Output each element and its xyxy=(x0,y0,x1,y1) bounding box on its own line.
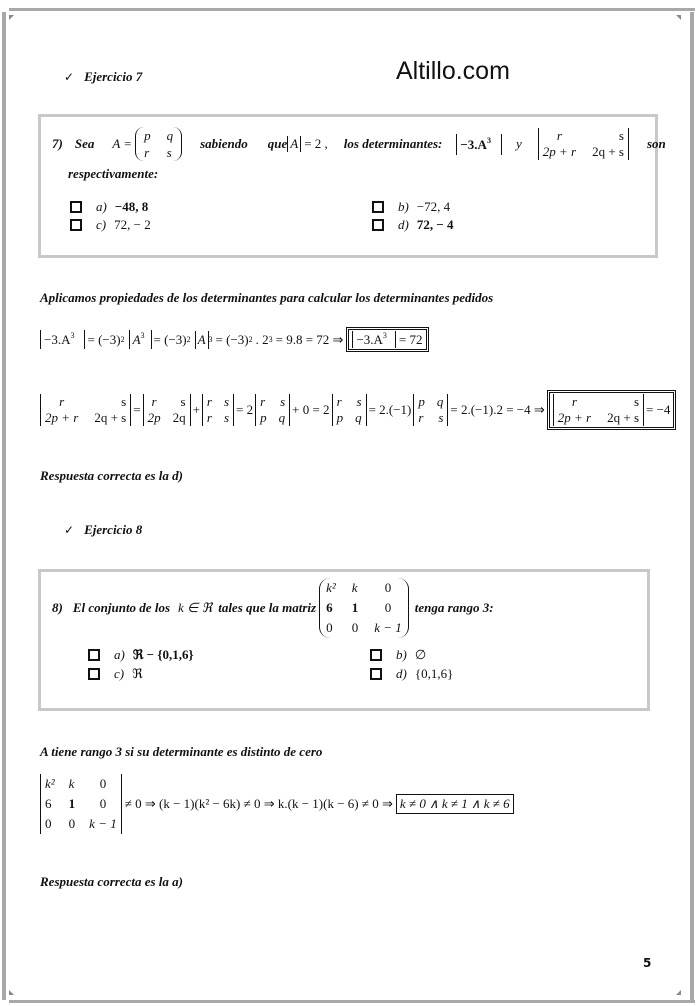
cell: 6 xyxy=(45,796,52,811)
cell: r xyxy=(59,394,65,409)
exercise-7-heading xyxy=(64,69,142,85)
exercise-8-title: Ejercicio 8 xyxy=(84,522,143,537)
cell: k xyxy=(351,580,358,595)
det-A: A xyxy=(287,136,301,152)
page-border-left xyxy=(2,12,6,1000)
cell: s xyxy=(633,394,640,409)
text: . 2 xyxy=(255,331,269,347)
det-b xyxy=(202,394,234,426)
cell: 2p xyxy=(147,410,161,425)
boxed-result xyxy=(547,390,677,430)
cell: r xyxy=(206,394,212,409)
exercise-8-heading xyxy=(64,522,142,538)
cell: r xyxy=(336,394,342,409)
det-2p-r xyxy=(538,128,629,160)
checkmark-icon: ✓ xyxy=(64,523,75,537)
option-a[interactable] xyxy=(70,199,148,215)
det-expr xyxy=(129,330,152,349)
cell: 2p + r xyxy=(557,410,592,425)
det-full xyxy=(40,394,131,426)
cell: 0 xyxy=(99,776,107,791)
option-value: −72, 4 xyxy=(416,199,451,214)
checkbox-icon[interactable] xyxy=(372,201,384,213)
solution-intro: A tiene rango 3 si su determinante es distinto de cero xyxy=(40,744,323,759)
cell: r xyxy=(556,128,562,143)
crop-mark-icon xyxy=(9,15,14,20)
cell: 2q xyxy=(172,410,186,425)
det-k xyxy=(40,774,122,834)
cell: k² xyxy=(45,776,55,791)
text: A xyxy=(132,332,141,347)
text: k ∈ ℜ xyxy=(178,600,213,615)
cell: k xyxy=(68,776,75,791)
det-expr xyxy=(40,330,85,349)
cell: p xyxy=(336,410,344,425)
cell: s xyxy=(280,394,286,409)
exercise-7-title: Ejercicio 7 xyxy=(84,69,143,84)
text: El conjunto de los xyxy=(72,600,171,615)
det-a xyxy=(143,394,191,426)
brand-logo: Altillo.com xyxy=(396,57,510,85)
option-label: c) xyxy=(114,666,125,681)
checkmark-icon: ✓ xyxy=(64,70,75,84)
cell: 0 xyxy=(45,816,52,831)
text: son xyxy=(646,136,666,151)
cell: 0 xyxy=(99,796,107,811)
exponent: 3 xyxy=(70,331,75,340)
text: respectivamente: xyxy=(68,166,159,181)
boxed-result xyxy=(346,327,428,352)
cell: p xyxy=(418,394,425,409)
text: = 2 , xyxy=(304,136,328,151)
cell: 0 xyxy=(351,620,359,635)
option-label: d) xyxy=(396,666,407,681)
checkbox-icon[interactable] xyxy=(70,219,82,231)
cell: s xyxy=(180,394,186,409)
cell: p xyxy=(260,410,267,425)
option-value: 72, − 4 xyxy=(416,217,454,232)
cell: q xyxy=(355,410,362,425)
option-b[interactable] xyxy=(370,647,426,663)
text: = (−3) xyxy=(215,331,249,347)
option-b[interactable] xyxy=(372,199,450,215)
cell: 1 xyxy=(68,796,76,811)
solution-line-2 xyxy=(40,390,676,430)
text: tales que la matriz xyxy=(218,600,317,615)
cell: s xyxy=(618,128,624,143)
text: = (−3) xyxy=(153,331,187,347)
checkbox-icon[interactable] xyxy=(372,219,384,231)
checkbox-icon[interactable] xyxy=(88,649,100,661)
cell: 0 xyxy=(68,816,76,831)
cell: r xyxy=(151,394,157,409)
exponent: 3 xyxy=(140,331,145,340)
boxed-result: k ≠ 0 ∧ k ≠ 1 ∧ k ≠ 6 xyxy=(396,794,514,814)
exponent: 2 xyxy=(120,335,125,344)
option-value: ℜ xyxy=(132,666,143,681)
page-border-top xyxy=(9,8,695,11)
question-number: 7) xyxy=(52,136,63,151)
checkbox-icon[interactable] xyxy=(370,668,382,680)
text: = 2.(−1) xyxy=(368,402,412,417)
option-value: ∅ xyxy=(414,647,427,662)
exercise-7-statement xyxy=(52,125,666,163)
text: = (−3) xyxy=(87,331,121,347)
solution-intro: Aplicamos propiedades de los determinantes para calcular los determinantes pedidos xyxy=(40,290,494,305)
option-label: c) xyxy=(96,217,107,232)
cell: k − 1 xyxy=(89,816,117,831)
crop-mark-icon xyxy=(676,15,681,20)
text: y xyxy=(515,136,522,151)
matrix-k xyxy=(319,578,409,638)
exercise-8-statement xyxy=(52,578,494,638)
option-value: {0,1,6} xyxy=(414,666,454,681)
text: −3.A xyxy=(44,332,71,347)
text: tenga rango 3: xyxy=(414,600,494,615)
option-c[interactable] xyxy=(88,666,143,682)
cell: s xyxy=(356,394,362,409)
cell: s xyxy=(223,394,230,409)
cell: 2q + s xyxy=(592,144,624,159)
cell: s xyxy=(166,145,172,160)
cell: 0 xyxy=(326,620,333,635)
exponent: 2 xyxy=(186,335,191,344)
text: ≠ 0 ⇒ (k − 1)(k² − 6k) ≠ 0 ⇒ k.(k − 1)(k − 6) ≠ 0 ⇒ xyxy=(124,796,393,811)
cell: 2q + s xyxy=(94,410,127,425)
answer-text: Respuesta correcta es la a) xyxy=(40,874,183,889)
cell: p xyxy=(144,128,151,143)
page-border-right xyxy=(690,12,694,1000)
text: + xyxy=(192,402,200,417)
text: los determinantes: xyxy=(343,136,443,151)
det-c xyxy=(255,394,290,426)
cell: s xyxy=(223,410,230,425)
cell: r xyxy=(144,145,150,160)
text: −3.A xyxy=(356,332,383,347)
checkbox-icon[interactable] xyxy=(70,201,82,213)
cell: r xyxy=(206,410,212,425)
cell: 2q + s xyxy=(607,410,640,425)
cell: q xyxy=(166,128,174,143)
det-c2 xyxy=(332,394,367,426)
exponent: 3 xyxy=(382,331,387,340)
text: Sea xyxy=(74,136,95,151)
cell: q xyxy=(278,410,286,425)
option-label: a) xyxy=(96,199,107,214)
option-value: ℜ − {0,1,6} xyxy=(132,647,194,662)
det-minus3A3 xyxy=(456,134,502,155)
text: sabiendo xyxy=(200,136,248,151)
option-d[interactable] xyxy=(372,217,454,233)
cell: q xyxy=(436,394,444,409)
det-A: A xyxy=(195,331,209,349)
text: = 2.(−1).2 = −4 ⇒ xyxy=(450,402,545,417)
option-d[interactable] xyxy=(370,666,453,682)
cell: 2p + r xyxy=(542,144,577,159)
checkbox-icon[interactable] xyxy=(370,649,382,661)
text: = 9.8 = 72 ⇒ xyxy=(275,331,344,347)
option-value: −48, 8 xyxy=(114,199,149,214)
matrix-A xyxy=(135,127,182,161)
solution-line xyxy=(40,774,514,834)
option-label: b) xyxy=(398,199,409,214)
page-number: 5 xyxy=(643,956,652,970)
det-full xyxy=(553,394,644,426)
text: = −4 xyxy=(646,402,671,417)
cell: 1 xyxy=(351,600,359,615)
matrix-A-label: A = xyxy=(112,136,133,151)
text: que xyxy=(267,136,288,151)
crop-mark-icon xyxy=(676,990,681,995)
cell: k − 1 xyxy=(374,620,402,635)
det-d xyxy=(413,394,448,426)
text: = xyxy=(133,402,141,417)
cell: k² xyxy=(326,580,336,595)
cell: s xyxy=(121,394,127,409)
exponent: 2 xyxy=(248,335,253,344)
exponent: 3 xyxy=(268,335,273,344)
option-label: b) xyxy=(396,647,407,662)
cell: r xyxy=(260,394,266,409)
text: + 0 = 2 xyxy=(292,402,330,417)
cell: 6 xyxy=(326,600,333,615)
exponent: 3 xyxy=(486,135,491,145)
cell: r xyxy=(418,410,424,425)
cell: r xyxy=(571,394,577,409)
cell: s xyxy=(438,410,444,425)
option-a[interactable] xyxy=(88,647,194,663)
det-expr xyxy=(352,331,395,348)
cell: 2p + r xyxy=(45,410,79,425)
text: = 2 xyxy=(236,402,254,417)
text: −3.A xyxy=(460,136,487,152)
checkbox-icon[interactable] xyxy=(88,668,100,680)
option-value: 72, − 2 xyxy=(114,217,151,232)
cell: 0 xyxy=(384,600,392,615)
cell: 0 xyxy=(384,580,392,595)
solution-line-1 xyxy=(40,327,429,352)
option-label: d) xyxy=(398,217,409,232)
option-c[interactable] xyxy=(70,217,151,233)
exponent: 3 xyxy=(208,335,213,344)
option-label: a) xyxy=(114,647,125,662)
crop-mark-icon xyxy=(9,990,14,995)
question-number: 8) xyxy=(52,600,63,615)
answer-text: Respuesta correcta es la d) xyxy=(40,468,183,483)
page-border-bottom xyxy=(9,1000,695,1003)
text: = 72 xyxy=(398,331,423,347)
